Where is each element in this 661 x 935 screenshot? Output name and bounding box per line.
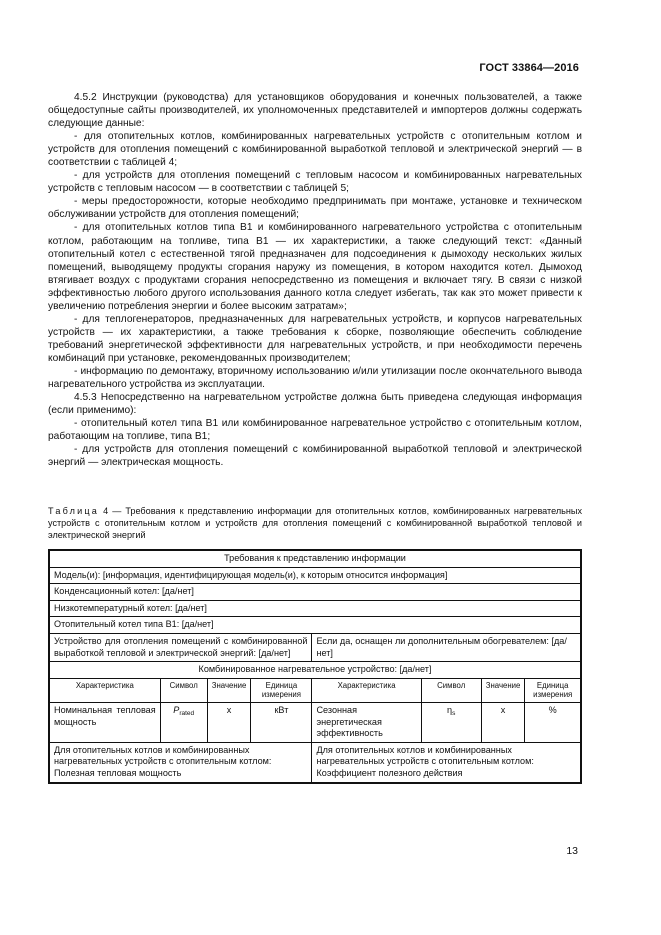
b1-row: Отопительный котел типа В1: [да/нет] [49, 617, 581, 634]
supplementary-heater-cell: Если да, оснащен ли дополнительным обогревателем: [да/нет] [312, 633, 581, 661]
column-header: Символ [421, 678, 481, 702]
combination-row: Комбинированное нагревательное устройство: [да/нет] [49, 662, 581, 679]
column-header: Характеристика [49, 678, 160, 702]
footer-left-cell: Для отопительных котлов и комбинированных нагревательных устройств с отопительным котлом: Полезная тепловая мощность [49, 742, 312, 782]
list-item: - для устройств для отопления помещений с комбинированной выработкой тепловой и электрической энергий — электрическая мощность. [48, 444, 582, 469]
chp-cell: Устройство для отопления помещений с комбинированной выработкой тепловой и электрической энергий: [да/нет] [49, 633, 312, 661]
column-header: Символ [160, 678, 207, 702]
list-item: - меры предосторожности, которые необходимо предпринимать при монтаже, установке и техническом обслуживании устройств для отопления помещений; [48, 196, 582, 221]
symbol-cell: $\eta_s$ [421, 702, 481, 742]
body-text [48, 91, 582, 469]
table-title: Требования к представлению информации [49, 550, 581, 567]
value-cell: x [481, 702, 525, 742]
list-item: - для отопительных котлов, комбинированных нагревательных устройств с отопительным котлом и устройств для отопления помещений с комбинированной выработкой тепловой и электрической энергий — в соответствии с таблицей 4; [48, 131, 582, 169]
list-item: - информацию по демонтажу, вторичному использованию и/или утилизации после окончательного вывода нагревательного устройства из эксплуатации. [48, 365, 582, 391]
symbol-cell: $P_{rated}$ [160, 702, 207, 742]
table-caption-label: Таблица [48, 506, 100, 516]
page-number: 13 [566, 845, 578, 857]
footer-right-cell: Для отопительных котлов и комбинированных нагревательных устройств с отопительным котлом: Коэффициент полезного действия [312, 742, 581, 782]
document-header: ГОСТ 33864—2016 [479, 62, 579, 74]
condensing-row: Конденсационный котел: [да/нет] [49, 584, 581, 601]
characteristic-cell: Сезонная энергетическая эффективность [312, 702, 421, 742]
column-header-row [49, 678, 581, 702]
model-row: Модель(и): [информация, идентифицирующая модель(и), к которым относится информация] [49, 567, 581, 584]
low-temp-row: Низкотемпературный котел: [да/нет] [49, 600, 581, 617]
requirements-table [48, 549, 582, 784]
table-caption [48, 505, 582, 542]
column-header: Значение [481, 678, 525, 702]
characteristic-cell: Номинальная тепловая мощность [49, 702, 160, 742]
column-header: Единица измерения [251, 678, 312, 702]
table-caption-text: 4 — Требования к представлению информации для отопительных котлов, комбинированных нагревательных устройств с отопительным котлом и устройств для отопления помещений с комбинированной выработкой тепловой и электрической энергий [48, 506, 582, 541]
list-item: - для устройств для отопления помещений с тепловым насосом и комбинированных нагревательных устройств с тепловым насосом — в соответствии с таблицей 5; [48, 170, 582, 195]
column-header: Значение [207, 678, 251, 702]
list-item: - отопительный котел типа B1 или комбинированное нагревательное устройство с отопительным котлом, работающим на топливе, типа B1; [48, 418, 582, 443]
value-cell: x [207, 702, 251, 742]
paragraph-4-5-3: 4.5.3 Непосредственно на нагревательном устройстве должна быть приведена следующая информация (если применимо): [48, 392, 582, 417]
table-row [49, 742, 581, 782]
unit-cell: кВт [251, 702, 312, 742]
unit-cell: % [525, 702, 581, 742]
column-header: Единица измерения [525, 678, 581, 702]
list-item: - для отопительных котлов типа B1 и комбинированного нагревательного устройства с отопительным котлом, работающим на топливе, типа B1 — их характеристики, а также следующий текст: «Данный отопительный котел с естественной тягой предназначен для подсоединения к дымоходу нескольких жилых помещений, выводящему продукты сгорания наружу из помещения, в котором находится котел. Дымоход втягивает воздух с продуктами сгорания непосредственно из помещения и включает тягу. В связи с низкой эффективностью любого другого использования данного котла следует избегать, так как это может привести к увеличению потребления энергии и более высоким затратам»; [48, 222, 582, 312]
list-item: - для теплогенераторов, предназначенных для нагревательных устройств, и корпусов нагревательных устройств — их характеристики, а также требования к сборке, позволяющие обеспечить соблюдение требований энергетической эффективности для нагревательных устройств, и при необходимости перечень комбинаций при установке, рекомендованных производителем; [48, 313, 582, 364]
paragraph-4-5-2: 4.5.2 Инструкции (руководства) для установщиков оборудования и конечных пользователей, а также общедоступные сайты производителей, их уполномоченных представителей и импортеров должны содержать следующие данные: [48, 92, 582, 130]
table-row [49, 702, 581, 742]
column-header: Характеристика [312, 678, 421, 702]
